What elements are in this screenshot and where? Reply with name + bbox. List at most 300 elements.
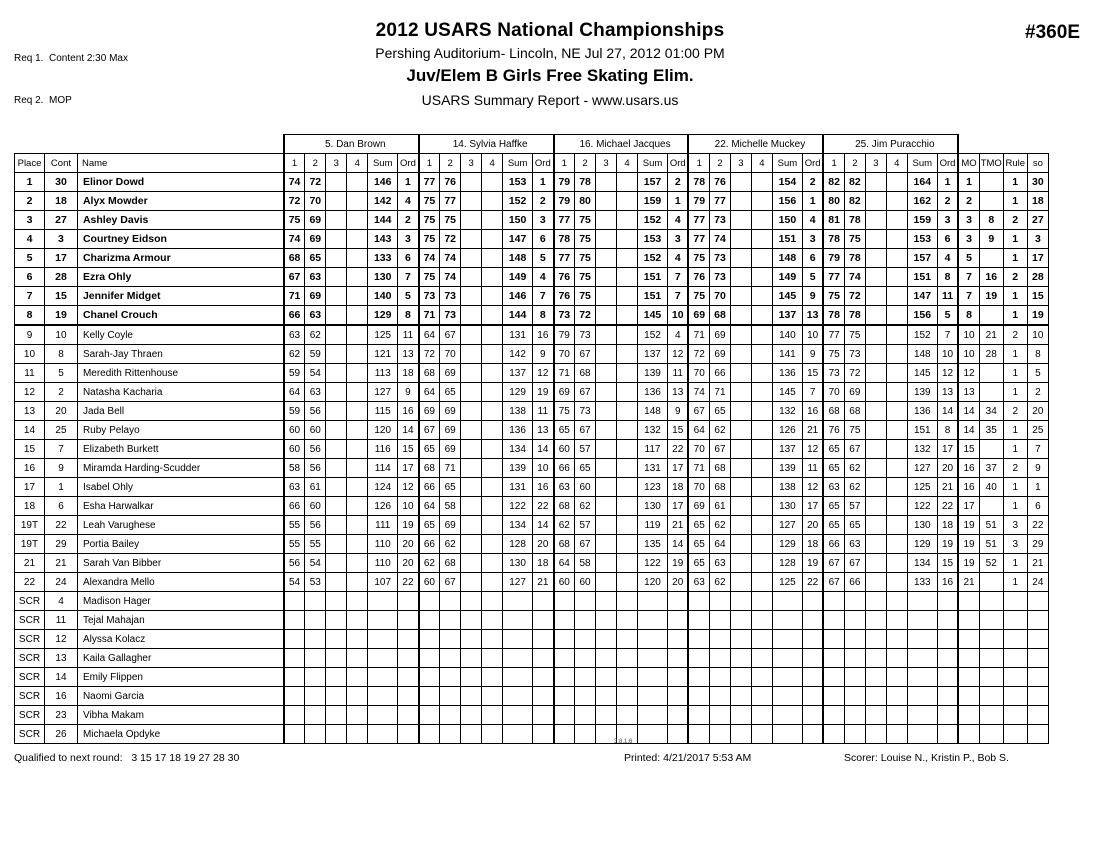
- cell-j5-1: 80: [823, 192, 844, 211]
- col-head-j4-ord: Ord: [802, 154, 823, 173]
- cell-j4-1: 77: [688, 230, 709, 249]
- cell-j2-4: [482, 611, 503, 630]
- cell-j2-3: [461, 554, 482, 573]
- cell-j4-1: 65: [688, 535, 709, 554]
- cell-j5-4: [886, 345, 907, 364]
- cell-j2-1: 60: [419, 573, 440, 592]
- cell-j1-4: [347, 630, 368, 649]
- cell-j3-2: 73: [575, 325, 596, 345]
- col-head-j1-3: 3: [326, 154, 347, 173]
- cell-tmo: [979, 592, 1003, 611]
- cell-j1-2: 65: [305, 249, 326, 268]
- cell-j2-1: [419, 725, 440, 744]
- cell-j1-6: 22: [398, 573, 419, 592]
- cell-mo: [958, 592, 979, 611]
- cell-j4-4: [751, 268, 772, 287]
- cell-j1-6: 18: [398, 364, 419, 383]
- cell-j5-1: 77: [823, 268, 844, 287]
- cell-j1-6: 17: [398, 459, 419, 478]
- col-head-j3-sum: Sum: [638, 154, 668, 173]
- cell-j2-6: [533, 668, 554, 687]
- cell-j2-5: 134: [503, 440, 533, 459]
- cell-j1-4: [347, 249, 368, 268]
- cell-j1-5: 144: [368, 211, 398, 230]
- cell-j1-1: 66: [284, 497, 305, 516]
- cell-j5-5: 132: [907, 440, 937, 459]
- cell-j4-5: 127: [772, 516, 802, 535]
- cell-j5-6: 22: [937, 497, 958, 516]
- cell-so: 9: [1027, 459, 1048, 478]
- cell-j3-5: 130: [638, 497, 668, 516]
- cell-j5-6: [937, 611, 958, 630]
- cell-j5-5: 147: [907, 287, 937, 306]
- cell-mo: 13: [958, 383, 979, 402]
- cell-j1-5: 110: [368, 535, 398, 554]
- cell-j4-4: [751, 402, 772, 421]
- cell-cont: 27: [44, 211, 77, 230]
- cell-so: 28: [1027, 268, 1048, 287]
- cell-j3-3: [596, 268, 617, 287]
- cell-j3-4: [617, 459, 638, 478]
- cell-j3-3: [596, 173, 617, 192]
- cell-j4-3: [730, 497, 751, 516]
- cell-tmo: 19: [979, 287, 1003, 306]
- cell-j4-5: 154: [772, 173, 802, 192]
- cell-j1-2: 69: [305, 287, 326, 306]
- table-row: [15, 325, 1049, 345]
- cell-rule: 1: [1003, 306, 1027, 326]
- cell-j3-3: [596, 497, 617, 516]
- cell-j2-5: 134: [503, 516, 533, 535]
- cell-j5-1: 65: [823, 440, 844, 459]
- cell-j4-6: 7: [802, 383, 823, 402]
- cell-j2-5: [503, 668, 533, 687]
- cell-j1-6: 6: [398, 249, 419, 268]
- cell-so: 24: [1027, 573, 1048, 592]
- cell-j1-5: 140: [368, 287, 398, 306]
- cell-j4-6: 19: [802, 554, 823, 573]
- cell-j3-4: [617, 268, 638, 287]
- cell-j1-2: 53: [305, 573, 326, 592]
- version-code: 3.8.1.6: [614, 739, 633, 745]
- cell-j4-1: 67: [688, 402, 709, 421]
- cell-j1-1: [284, 649, 305, 668]
- cell-j5-2: 82: [844, 192, 865, 211]
- cell-j1-5: [368, 592, 398, 611]
- cell-j4-2: 68: [709, 306, 730, 326]
- cell-j1-5: 114: [368, 459, 398, 478]
- cell-j4-1: 77: [688, 211, 709, 230]
- cell-rule: 1: [1003, 249, 1027, 268]
- cell-j1-1: [284, 592, 305, 611]
- cell-j4-6: 6: [802, 249, 823, 268]
- cell-j3-2: 62: [575, 497, 596, 516]
- cell-j2-1: [419, 649, 440, 668]
- cell-j1-2: 60: [305, 421, 326, 440]
- cell-j4-6: 12: [802, 478, 823, 497]
- cell-j5-4: [886, 687, 907, 706]
- cell-j1-2: 56: [305, 516, 326, 535]
- cell-j4-4: [751, 421, 772, 440]
- cell-tmo: 51: [979, 516, 1003, 535]
- cell-place: 12: [15, 383, 45, 402]
- cell-j1-6: 5: [398, 287, 419, 306]
- cell-j4-5: 140: [772, 325, 802, 345]
- col-head-j4-sum: Sum: [772, 154, 802, 173]
- cell-j5-1: 73: [823, 364, 844, 383]
- cell-mo: 10: [958, 345, 979, 364]
- cell-j4-3: [730, 345, 751, 364]
- cell-j4-1: 65: [688, 554, 709, 573]
- cell-j2-2: 65: [440, 383, 461, 402]
- cell-j2-2: 70: [440, 345, 461, 364]
- cell-j3-4: [617, 306, 638, 326]
- table-row: [15, 725, 1049, 744]
- cell-j3-3: [596, 573, 617, 592]
- cell-j2-5: [503, 630, 533, 649]
- cell-j1-3: [326, 706, 347, 725]
- cell-j5-1: 82: [823, 173, 844, 192]
- cell-j2-2: 69: [440, 516, 461, 535]
- cell-j5-5: [907, 687, 937, 706]
- cell-j5-6: 3: [937, 211, 958, 230]
- cell-j3-6: [668, 706, 689, 725]
- cell-j2-4: [482, 649, 503, 668]
- cell-j3-6: 17: [668, 459, 689, 478]
- cell-j1-3: [326, 687, 347, 706]
- cell-tmo: [979, 706, 1003, 725]
- cell-j1-4: [347, 497, 368, 516]
- cell-j1-1: 58: [284, 459, 305, 478]
- cell-j3-5: 152: [638, 325, 668, 345]
- cell-j4-5: 137: [772, 440, 802, 459]
- judge-header-4: 22. Michelle Muckey: [688, 135, 823, 154]
- cell-j2-1: 67: [419, 421, 440, 440]
- cell-j2-1: 68: [419, 459, 440, 478]
- cell-place: 5: [15, 249, 45, 268]
- cell-j1-5: 129: [368, 306, 398, 326]
- cell-j3-6: 22: [668, 440, 689, 459]
- cell-j1-4: [347, 649, 368, 668]
- cell-j2-5: [503, 687, 533, 706]
- cell-j1-1: 74: [284, 173, 305, 192]
- cell-j4-2: 61: [709, 497, 730, 516]
- cell-j2-3: [461, 306, 482, 326]
- cell-j4-4: [751, 725, 772, 744]
- cell-j4-3: [730, 230, 751, 249]
- cell-j2-3: [461, 668, 482, 687]
- cell-j1-5: 121: [368, 345, 398, 364]
- col-head-j5-2: 2: [844, 154, 865, 173]
- cell-j4-5: 150: [772, 211, 802, 230]
- cell-j4-2: [709, 630, 730, 649]
- cell-j2-1: 64: [419, 383, 440, 402]
- cell-j5-6: 21: [937, 478, 958, 497]
- cell-j5-4: [886, 421, 907, 440]
- cell-j3-6: [668, 687, 689, 706]
- cell-j1-6: 11: [398, 325, 419, 345]
- cell-j3-6: 3: [668, 230, 689, 249]
- cell-j5-5: 127: [907, 459, 937, 478]
- cell-j2-3: [461, 573, 482, 592]
- cell-j2-3: [461, 611, 482, 630]
- judge-header-2: 14. Sylvia Haffke: [419, 135, 554, 154]
- cell-j3-1: 68: [554, 497, 575, 516]
- cell-j2-6: [533, 706, 554, 725]
- cell-j5-3: [865, 383, 886, 402]
- cell-rule: 1: [1003, 192, 1027, 211]
- cell-mo: [958, 649, 979, 668]
- cell-j4-4: [751, 706, 772, 725]
- cell-j4-1: [688, 630, 709, 649]
- cell-mo: 16: [958, 459, 979, 478]
- cell-j5-2: [844, 687, 865, 706]
- cell-place: 4: [15, 230, 45, 249]
- cell-j4-4: [751, 211, 772, 230]
- cell-j5-4: [886, 649, 907, 668]
- cell-j1-2: 54: [305, 364, 326, 383]
- cell-j5-4: [886, 459, 907, 478]
- cell-j4-5: [772, 592, 802, 611]
- cell-j2-4: [482, 211, 503, 230]
- cell-mo: 14: [958, 402, 979, 421]
- cell-j3-1: 63: [554, 478, 575, 497]
- cell-j4-2: 63: [709, 554, 730, 573]
- cell-j2-4: [482, 173, 503, 192]
- cell-mo: [958, 668, 979, 687]
- cell-j3-1: 79: [554, 192, 575, 211]
- cell-j3-6: 4: [668, 325, 689, 345]
- cell-j3-1: 77: [554, 249, 575, 268]
- cell-j5-2: 69: [844, 383, 865, 402]
- cell-j5-2: [844, 649, 865, 668]
- table-row: [15, 287, 1049, 306]
- cell-j4-1: 71: [688, 325, 709, 345]
- cell-j3-5: 151: [638, 268, 668, 287]
- cell-j3-2: 65: [575, 459, 596, 478]
- cell-j5-3: [865, 421, 886, 440]
- cell-cont: 22: [44, 516, 77, 535]
- cell-j4-3: [730, 306, 751, 326]
- cell-j3-4: [617, 383, 638, 402]
- cell-j5-2: 74: [844, 268, 865, 287]
- cell-j1-1: 71: [284, 287, 305, 306]
- cell-j2-5: 142: [503, 345, 533, 364]
- cell-j1-5: [368, 611, 398, 630]
- cell-j3-6: 1: [668, 192, 689, 211]
- cell-j3-1: 64: [554, 554, 575, 573]
- cell-j3-3: [596, 478, 617, 497]
- cell-j1-5: 120: [368, 421, 398, 440]
- cell-j4-5: 126: [772, 421, 802, 440]
- cell-rule: [1003, 687, 1027, 706]
- cell-j1-1: [284, 706, 305, 725]
- cell-j3-1: 71: [554, 364, 575, 383]
- cell-j4-6: 22: [802, 573, 823, 592]
- cell-j3-3: [596, 668, 617, 687]
- cell-j1-3: [326, 173, 347, 192]
- cell-j5-4: [886, 497, 907, 516]
- cell-j5-1: 65: [823, 497, 844, 516]
- cell-place: 6: [15, 268, 45, 287]
- cell-j4-6: 21: [802, 421, 823, 440]
- cell-j4-5: [772, 706, 802, 725]
- cell-j2-5: [503, 592, 533, 611]
- cell-j3-4: [617, 668, 638, 687]
- cell-j3-2: 75: [575, 287, 596, 306]
- cell-j4-4: [751, 687, 772, 706]
- table-row: [15, 668, 1049, 687]
- cell-rule: 1: [1003, 554, 1027, 573]
- cell-j5-4: [886, 230, 907, 249]
- cell-j2-3: [461, 402, 482, 421]
- cell-j2-3: [461, 364, 482, 383]
- table-row: [15, 554, 1049, 573]
- cell-j3-5: 152: [638, 249, 668, 268]
- cell-so: [1027, 592, 1048, 611]
- cell-j1-4: [347, 421, 368, 440]
- cell-j4-4: [751, 668, 772, 687]
- cell-rule: 1: [1003, 364, 1027, 383]
- cell-name: Tejal Mahajan: [77, 611, 283, 630]
- cell-j2-4: [482, 478, 503, 497]
- cell-tmo: [979, 497, 1003, 516]
- cell-j4-5: [772, 725, 802, 744]
- cell-j5-3: [865, 535, 886, 554]
- cell-j3-6: 7: [668, 268, 689, 287]
- col-head-j5-3: 3: [865, 154, 886, 173]
- cell-j3-3: [596, 192, 617, 211]
- cell-j1-3: [326, 211, 347, 230]
- cell-j5-6: 6: [937, 230, 958, 249]
- cell-so: [1027, 725, 1048, 744]
- cell-place: 3: [15, 211, 45, 230]
- cell-j3-6: 4: [668, 249, 689, 268]
- cell-j4-3: [730, 592, 751, 611]
- cell-j3-3: [596, 325, 617, 345]
- cell-j4-5: [772, 668, 802, 687]
- cell-j5-3: [865, 306, 886, 326]
- cell-j3-3: [596, 706, 617, 725]
- cell-j2-4: [482, 459, 503, 478]
- cell-j4-1: 63: [688, 573, 709, 592]
- cell-j4-6: [802, 592, 823, 611]
- cell-mo: 19: [958, 516, 979, 535]
- cell-so: 19: [1027, 306, 1048, 326]
- cell-j3-6: 19: [668, 554, 689, 573]
- venue-line: Pershing Auditorium- Lincoln, NE Jul 27, 2012 01:00 PM: [375, 45, 725, 61]
- cell-j5-2: 67: [844, 554, 865, 573]
- cell-j4-6: [802, 611, 823, 630]
- cell-j5-4: [886, 306, 907, 326]
- cell-j2-1: 68: [419, 364, 440, 383]
- cell-j1-3: [326, 325, 347, 345]
- table-row: [15, 649, 1049, 668]
- cell-j4-3: [730, 268, 751, 287]
- cell-j2-2: 62: [440, 535, 461, 554]
- cell-mo: [958, 706, 979, 725]
- cell-j2-5: 131: [503, 478, 533, 497]
- cell-j1-6: [398, 649, 419, 668]
- cell-j3-1: [554, 687, 575, 706]
- cell-j5-5: 156: [907, 306, 937, 326]
- cell-j5-4: [886, 173, 907, 192]
- cell-j1-3: [326, 611, 347, 630]
- cell-j3-2: 58: [575, 554, 596, 573]
- cell-j2-1: [419, 630, 440, 649]
- cell-j5-4: [886, 535, 907, 554]
- cell-j2-3: [461, 478, 482, 497]
- cell-so: 3: [1027, 230, 1048, 249]
- cell-j1-5: 116: [368, 440, 398, 459]
- cell-so: 1: [1027, 478, 1048, 497]
- cell-j2-4: [482, 535, 503, 554]
- cell-j5-4: [886, 192, 907, 211]
- cell-j2-5: [503, 649, 533, 668]
- cell-tmo: 16: [979, 268, 1003, 287]
- judge-header-3: 16. Michael Jacques: [554, 135, 689, 154]
- cell-j1-3: [326, 535, 347, 554]
- cell-so: 22: [1027, 516, 1048, 535]
- cell-j4-1: 76: [688, 268, 709, 287]
- cell-j2-5: 146: [503, 287, 533, 306]
- cell-j5-4: [886, 364, 907, 383]
- cell-j1-4: [347, 364, 368, 383]
- cell-j2-6: 11: [533, 402, 554, 421]
- cell-j5-2: 68: [844, 402, 865, 421]
- cell-j4-2: 73: [709, 249, 730, 268]
- cell-j1-6: [398, 687, 419, 706]
- cell-j3-1: 60: [554, 440, 575, 459]
- table-row: [15, 516, 1049, 535]
- cell-j2-1: 62: [419, 554, 440, 573]
- cell-j5-2: 82: [844, 173, 865, 192]
- cell-j5-6: [937, 649, 958, 668]
- cell-j5-6: 11: [937, 287, 958, 306]
- cell-cont: 17: [44, 249, 77, 268]
- cell-j4-1: 71: [688, 459, 709, 478]
- cell-j4-3: [730, 611, 751, 630]
- cell-j4-2: 69: [709, 345, 730, 364]
- cell-j5-3: [865, 325, 886, 345]
- cell-j2-3: [461, 649, 482, 668]
- cell-j3-1: 78: [554, 230, 575, 249]
- cell-j5-1: 68: [823, 402, 844, 421]
- cell-rule: 1: [1003, 573, 1027, 592]
- cell-j5-2: 73: [844, 345, 865, 364]
- cell-j1-2: [305, 649, 326, 668]
- cell-j5-5: 152: [907, 325, 937, 345]
- cell-j1-1: 54: [284, 573, 305, 592]
- cell-j3-4: [617, 402, 638, 421]
- cell-j1-6: 19: [398, 516, 419, 535]
- cell-j2-1: [419, 592, 440, 611]
- cell-j1-4: [347, 211, 368, 230]
- cell-so: 8: [1027, 345, 1048, 364]
- col-head-so: so: [1027, 154, 1048, 173]
- cell-j1-2: 69: [305, 211, 326, 230]
- cell-name: Jada Bell: [77, 402, 283, 421]
- cell-j2-4: [482, 287, 503, 306]
- cell-j4-5: [772, 611, 802, 630]
- cell-j3-4: [617, 687, 638, 706]
- cell-j3-2: 73: [575, 402, 596, 421]
- cell-j5-3: [865, 687, 886, 706]
- cell-j3-2: 75: [575, 230, 596, 249]
- cell-j5-2: [844, 630, 865, 649]
- cell-j1-6: 14: [398, 421, 419, 440]
- cell-j2-3: [461, 440, 482, 459]
